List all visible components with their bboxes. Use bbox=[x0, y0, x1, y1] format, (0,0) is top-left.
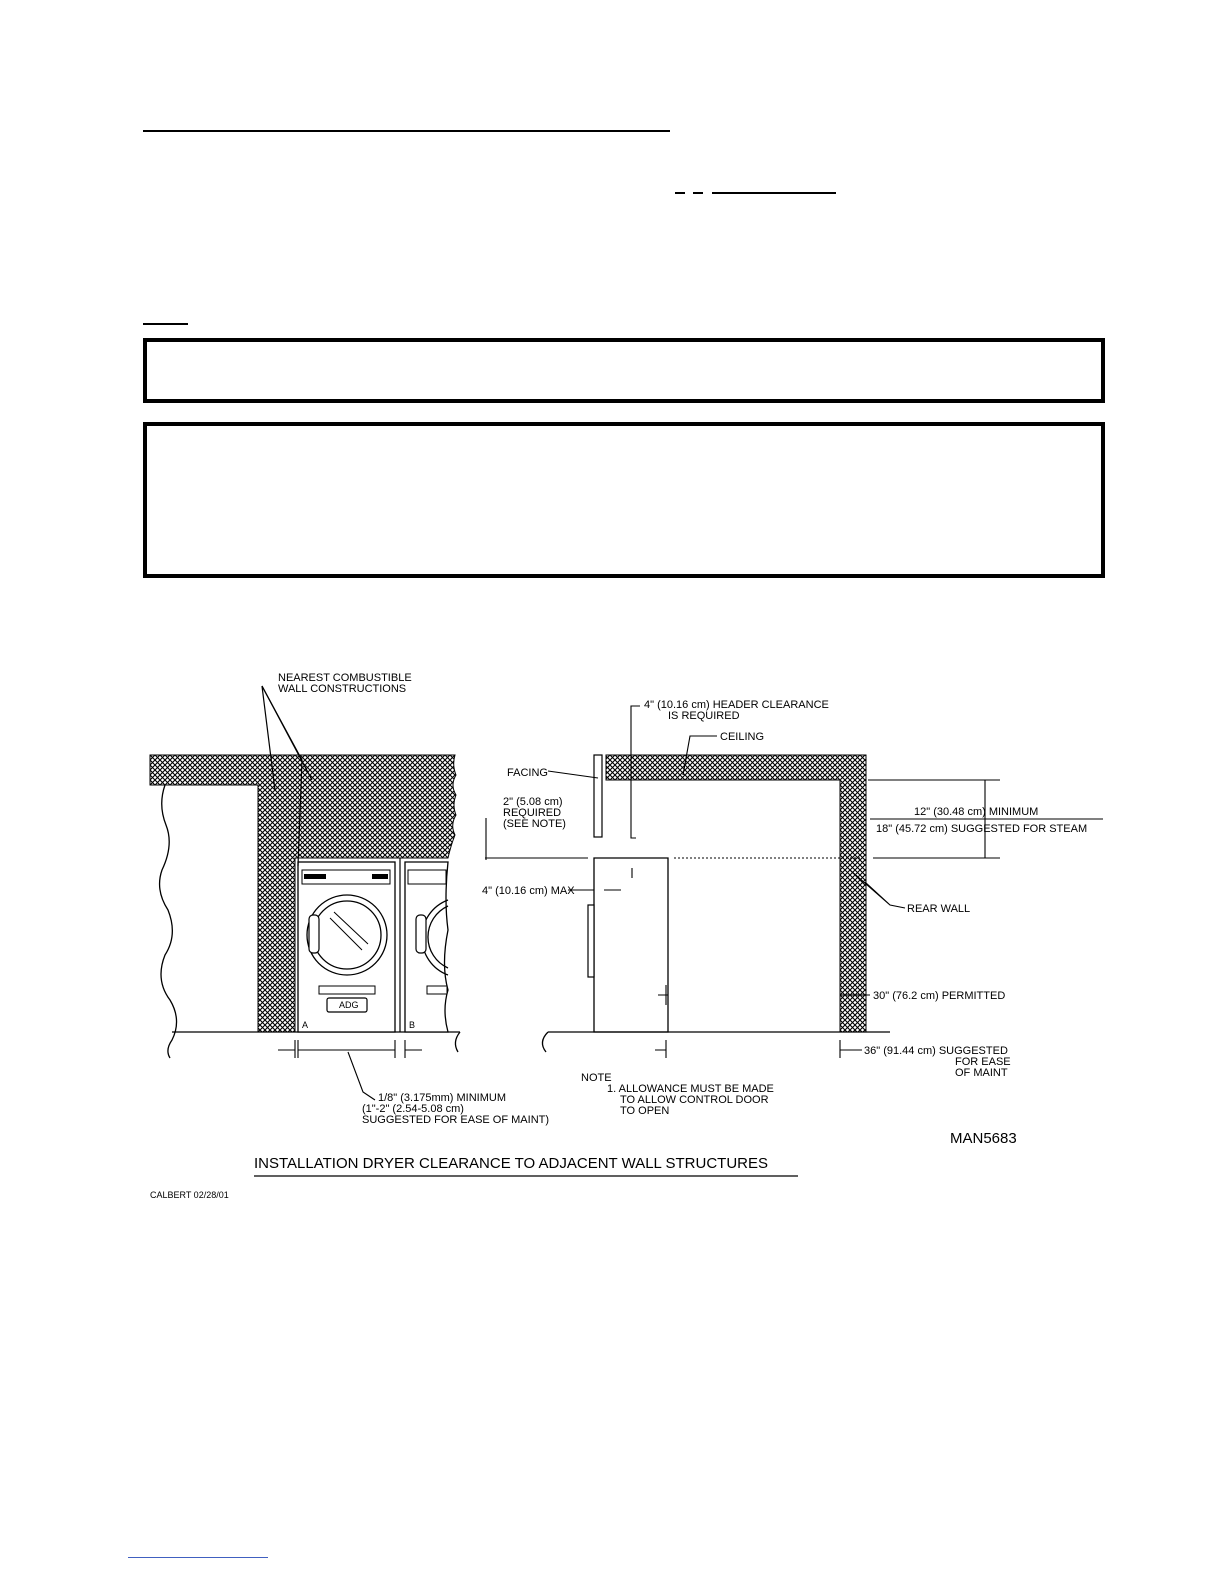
suggested-36in-label-1: 36" (91.44 cm) SUGGESTED bbox=[864, 1045, 1008, 1057]
dryer-b bbox=[405, 862, 448, 1032]
required-2in-label-3: (SEE NOTE) bbox=[503, 818, 566, 830]
clearance-18in-label: 18" (45.72 cm) SUGGESTED FOR STEAM bbox=[876, 823, 1088, 835]
facing bbox=[594, 755, 602, 837]
header-clearance-label-1: 4" (10.16 cm) HEADER CLEARANCE bbox=[644, 699, 829, 711]
note-title: NOTE bbox=[581, 1072, 612, 1084]
side-gap-dimension bbox=[278, 1040, 422, 1100]
note-line-3: TO OPEN bbox=[620, 1105, 670, 1117]
ceiling-label: CEILING bbox=[720, 731, 765, 743]
facing-leader bbox=[548, 771, 598, 778]
front-view bbox=[150, 672, 549, 1126]
rear-wall-label: REAR WALL bbox=[907, 903, 971, 915]
dryer-a bbox=[298, 862, 395, 1032]
dryer-a-label: A bbox=[302, 1020, 309, 1030]
suggested-36in-label-2: FOR EASE bbox=[955, 1056, 1011, 1068]
nearest-combustible-label-2: WALL CONSTRUCTIONS bbox=[278, 683, 407, 695]
dryer-side-door bbox=[588, 905, 594, 977]
min-gap-label-1: 1/8" (3.175mm) MINIMUM bbox=[378, 1092, 506, 1104]
permitted-30in-label: 30" (76.2 cm) PERMITTED bbox=[873, 990, 1006, 1002]
min-gap-label-2: (1"-2" (2.54-5.08 cm) bbox=[362, 1103, 464, 1115]
dryer-side-profile bbox=[594, 858, 668, 1032]
note-line-2: TO ALLOW CONTROL DOOR bbox=[620, 1094, 769, 1106]
required-2in-label-1: 2" (5.08 cm) bbox=[503, 796, 563, 808]
figure-caption: INSTALLATION DRYER CLEARANCE TO ADJACENT WALL STRUCTURES bbox=[254, 1155, 768, 1172]
min-gap-label-3: SUGGESTED FOR EASE OF MAINT) bbox=[362, 1114, 550, 1126]
side-view bbox=[482, 699, 1103, 1117]
facing-label: FACING bbox=[507, 767, 548, 779]
front-left-break bbox=[160, 785, 177, 1058]
note-line-1: 1. ALLOWANCE MUST BE MADE bbox=[607, 1083, 774, 1095]
required-2in-label-2: REQUIRED bbox=[503, 807, 562, 819]
dryer-panel-label: ADG bbox=[339, 1000, 359, 1010]
dryer-b-label: B bbox=[409, 1020, 416, 1030]
suggested-36in-label-3: OF MAINT bbox=[955, 1067, 1008, 1079]
front-floor-break bbox=[455, 1032, 460, 1052]
nearest-combustible-label-1: NEAREST COMBUSTIBLE bbox=[278, 672, 412, 684]
author-date: CALBERT 02/28/01 bbox=[150, 1190, 229, 1200]
header-clearance-label-2: IS REQUIRED bbox=[668, 710, 740, 722]
max-4in-label: 4" (10.16 cm) MAX bbox=[482, 885, 575, 897]
figure-reference: MAN5683 bbox=[950, 1130, 1017, 1147]
clearance-12in-label: 12" (30.48 cm) MINIMUM bbox=[914, 806, 1039, 818]
side-floor-break bbox=[542, 1032, 548, 1052]
